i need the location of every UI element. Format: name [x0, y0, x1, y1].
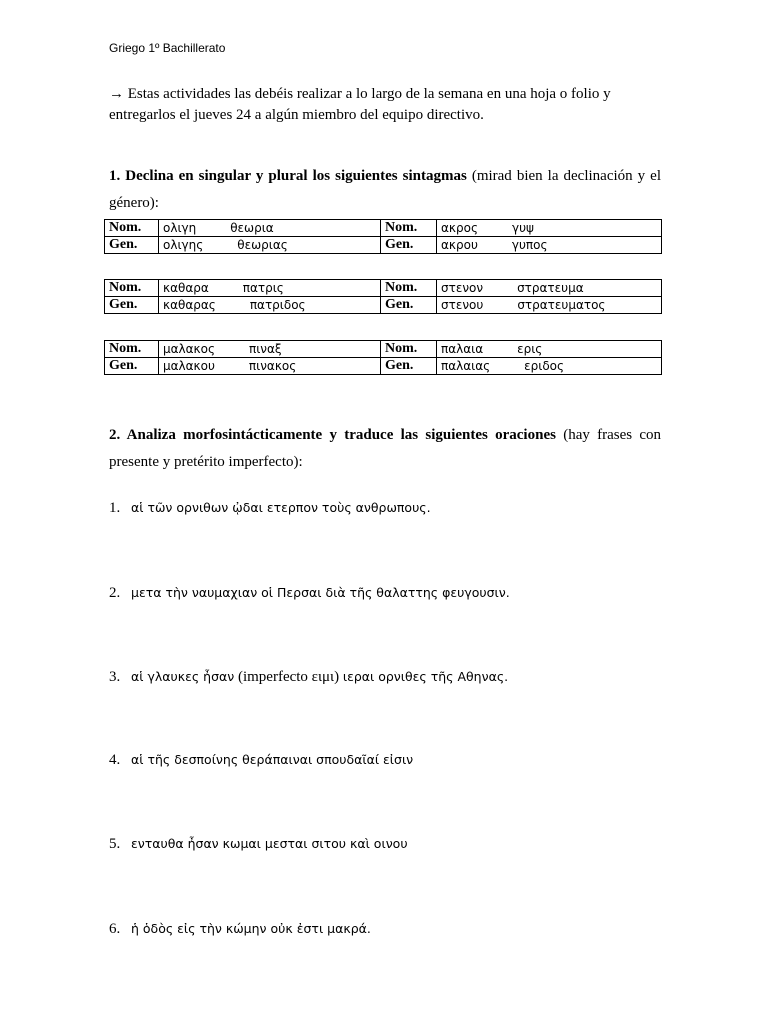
table-row [105, 358, 662, 375]
table-row [105, 220, 662, 237]
greek-phrase: ολιγη θεωρια [159, 220, 381, 237]
case-label: Gen. [105, 297, 159, 314]
exercise-sentence-4 [109, 752, 413, 769]
case-label: Gen. [381, 237, 437, 254]
declension-table-3 [104, 340, 662, 375]
greek-sentence: αἱ τῆς δεσποίνης θεράπαιναι σπουδαῖαί εἰσιν [131, 752, 414, 767]
greek-phrase: ακρος γυψ [437, 220, 662, 237]
case-label: Nom. [105, 280, 159, 297]
greek-sentence-continued: ιεραι ορνιθες τῆς Αθηνας. [342, 669, 509, 684]
exercise-sentence-6 [109, 921, 371, 938]
case-label: Nom. [381, 280, 437, 297]
case-label: Gen. [105, 237, 159, 254]
table-row [105, 237, 662, 254]
section-1-title: 1. Declina en singular y plural los siguientes sintagmas [109, 168, 467, 184]
exercise-sentence-2 [109, 585, 510, 602]
table-row [105, 341, 662, 358]
greek-phrase: καθαρα πατρις [159, 280, 381, 297]
exercise-sentence-5 [109, 836, 408, 853]
greek-phrase: παλαιας εριδος [437, 358, 662, 375]
exercise-number: 4. [109, 752, 121, 768]
exercise-number: 6. [109, 921, 121, 937]
sentence-note: (imperfecto ειμι) [234, 669, 343, 685]
document-header: Griego 1º Bachillerato [109, 41, 226, 55]
section-2-instruction [109, 422, 661, 476]
greek-phrase: καθαρας πατριδος [159, 297, 381, 314]
declension-table-1 [104, 219, 662, 254]
declension-table-2 [104, 279, 662, 314]
greek-phrase: μαλακου πινακος [159, 358, 381, 375]
greek-sentence: αἱ τῶν ορνιθων ᾠδαι ετερπον τοὺς ανθρωπους. [131, 500, 431, 515]
section-1-instruction [109, 163, 661, 217]
greek-sentence: αἱ γλαυκες ἦσαν [131, 669, 235, 684]
greek-sentence: ενταυθα ἦσαν κωμαι μεσται σιτου καὶ οινου [131, 836, 408, 851]
case-label: Gen. [381, 358, 437, 375]
greek-phrase: ακρου γυπος [437, 237, 662, 254]
case-label: Nom. [381, 220, 437, 237]
greek-phrase: ολιγης θεωριας [159, 237, 381, 254]
case-label: Nom. [381, 341, 437, 358]
section-1-note: (mirad bien la declinación y el género): [109, 168, 661, 211]
greek-phrase: στενου στρατευματος [437, 297, 662, 314]
exercise-number: 3. [109, 669, 121, 685]
greek-phrase: στενον στρατευμα [437, 280, 662, 297]
greek-phrase: παλαια ερις [437, 341, 662, 358]
exercise-sentence-1 [109, 500, 431, 517]
table-row [105, 280, 662, 297]
greek-phrase: μαλακος πιναξ [159, 341, 381, 358]
case-label: Nom. [105, 220, 159, 237]
exercise-number: 5. [109, 836, 121, 852]
greek-sentence: ἡ ὁδὸς εἰς τὴν κώμην οὐκ ἐστι μακρά. [131, 921, 371, 936]
section-2-title: 2. Analiza morfosintácticamente y traduce las siguientes oraciones [109, 427, 556, 443]
table-row [105, 297, 662, 314]
section-2-note: (hay frases con presente y pretérito imperfecto): [109, 427, 661, 470]
greek-sentence: μετα τὴν ναυμαχιαν οἱ Περσαι διὰ τῆς θαλαττης φευγουσιν. [131, 585, 510, 600]
case-label: Nom. [105, 341, 159, 358]
exercise-number: 1. [109, 500, 121, 516]
case-label: Gen. [381, 297, 437, 314]
case-label: Gen. [105, 358, 159, 375]
exercise-number: 2. [109, 585, 121, 601]
exercise-sentence-3 [109, 669, 508, 686]
intro-paragraph: → Estas actividades las debéis realizar a lo largo de la semana en una hoja o folio y entregarlos el jueves 24 a algún miembro del equipo directivo. [109, 86, 611, 123]
